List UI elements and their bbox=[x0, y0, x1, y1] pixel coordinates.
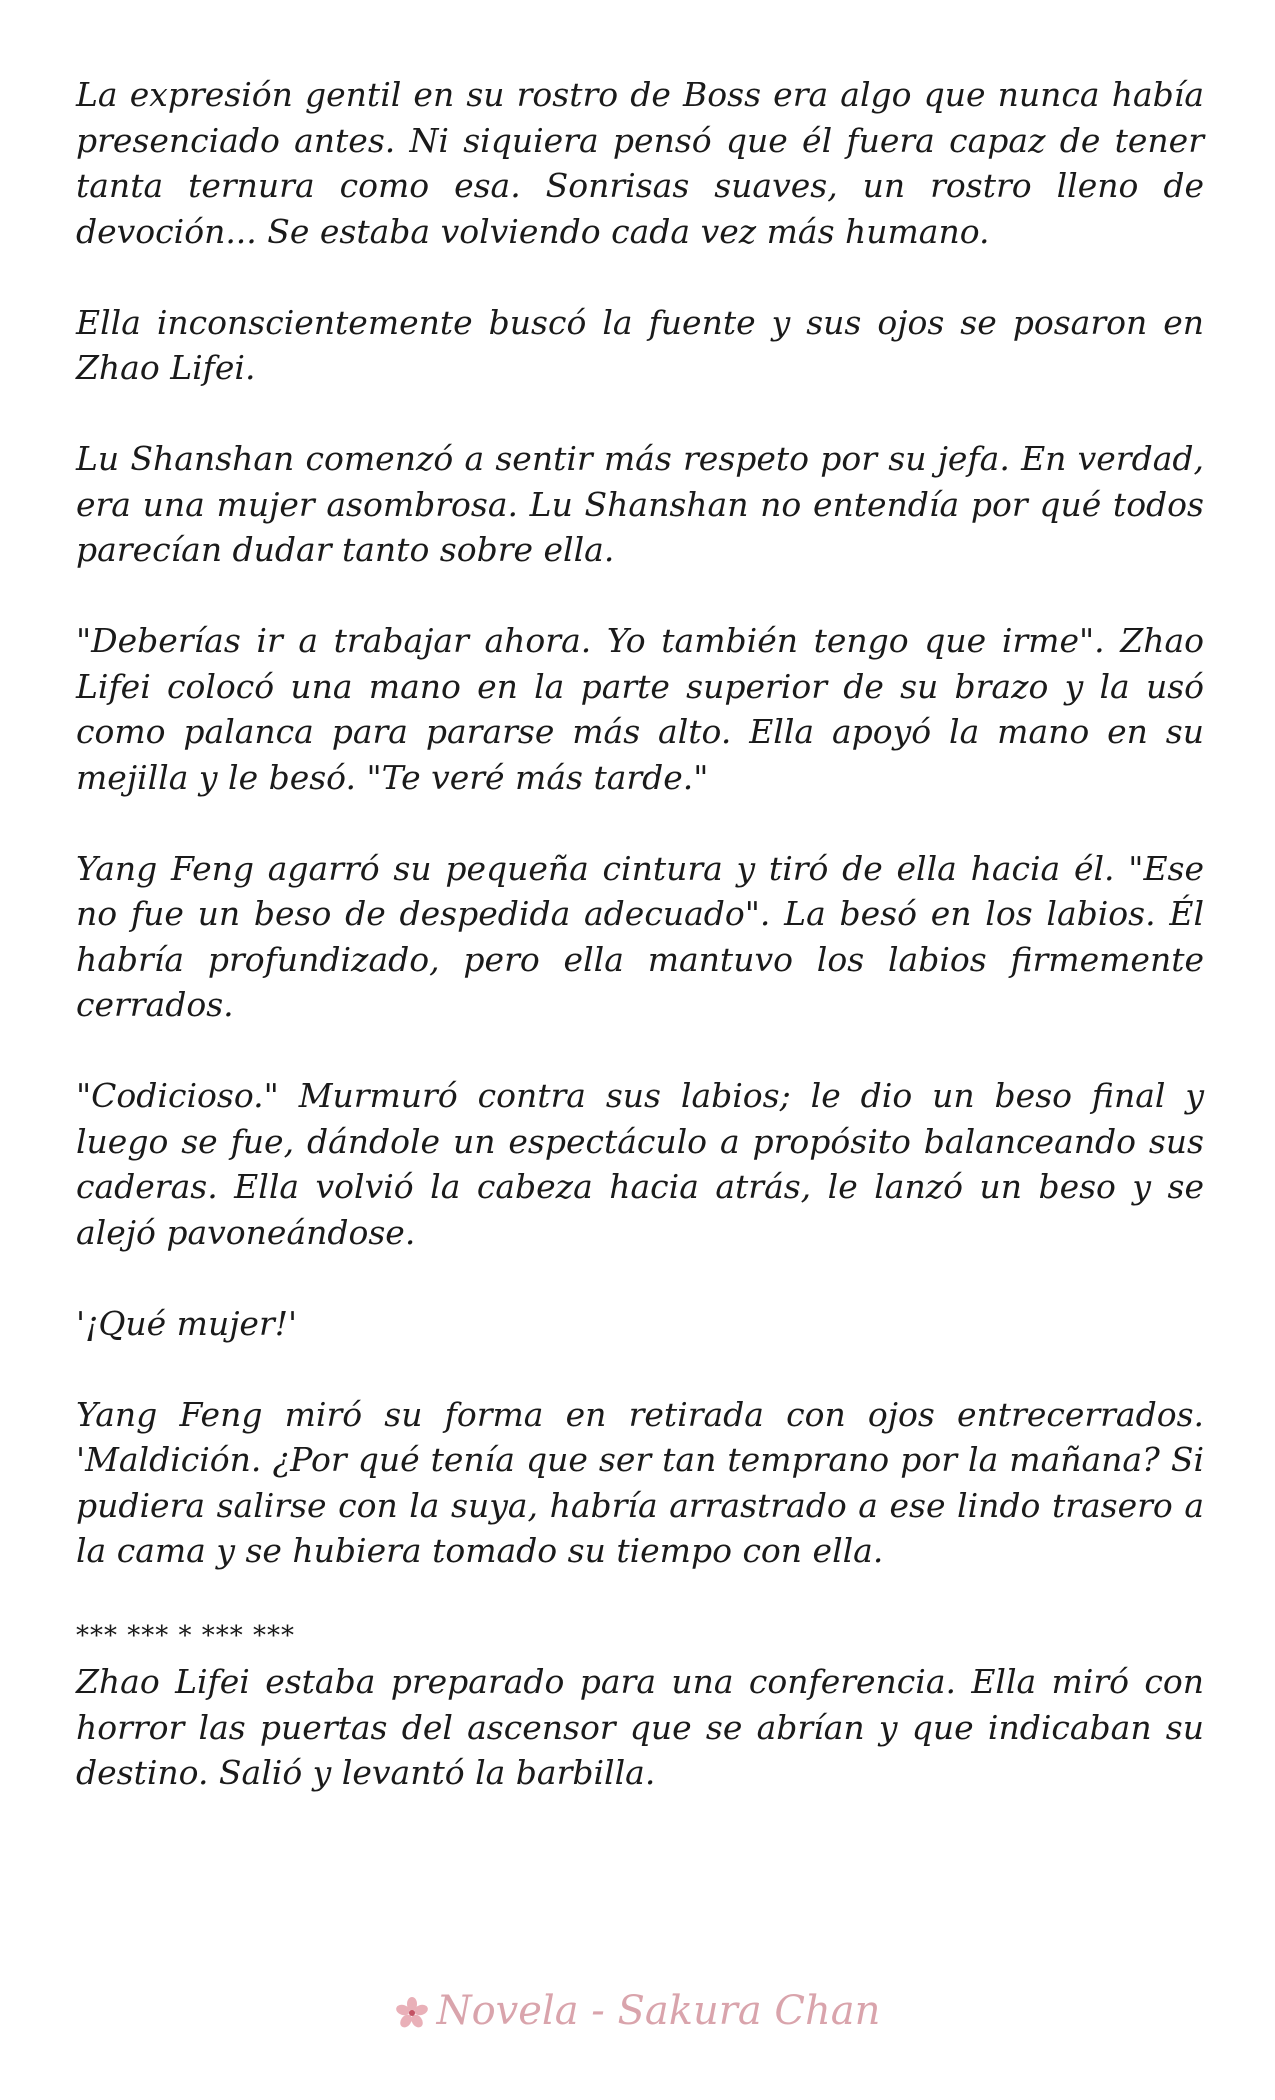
document-body bbox=[76, 72, 1204, 1796]
watermark-text: Novela - Sakura Chan bbox=[436, 1988, 881, 2034]
watermark bbox=[0, 1988, 1275, 2034]
paragraph-5: Yang Feng agarró su pequeña cintura y tiró de ella hacia él. "Ese no fue un beso de despedida adecuado". La besó en los labios. Él habría profundizado, pero ella mantuvo los labios firmemente cerrados. bbox=[76, 848, 1204, 1024]
paragraph-2: Ella inconscientemente buscó la fuente y sus ojos se posaron en Zhao Lifei. bbox=[76, 302, 1204, 387]
sakura-flower-icon bbox=[395, 1994, 429, 2028]
paragraph-7: '¡Qué mujer!' bbox=[76, 1303, 298, 1343]
scene-separator: *** *** * *** *** bbox=[76, 1621, 296, 1651]
paragraph-8: Yang Feng miró su forma en retirada con ojos entrecerrados. 'Maldición. ¿Por qué tenía que ser tan temprano por la mañana? Si pudiera salirse con la suya, habría arrastrado a ese lindo trasero a la cama y se hubiera tomado su tiempo con ella. bbox=[76, 1394, 1204, 1570]
paragraph-3: Lu Shanshan comenzó a sentir más respeto por su jefa. En verdad, era una mujer asombrosa. Lu Shanshan no entendía por qué todos parecían dudar tanto sobre ella. bbox=[76, 439, 1204, 569]
paragraph-1: La expresión gentil en su rostro de Boss era algo que nunca había presenciado antes. Ni siquiera pensó que él fuera capaz de tener tanta ternura como esa. Sonrisas suaves, un rostro lleno de devoción... Se estaba volviendo cada vez más humano. bbox=[76, 75, 1204, 251]
paragraph-9: Zhao Lifei estaba preparado para una conferencia. Ella miró con horror las puertas del ascensor que se abrían y que indicaban su destino. Salió y levantó la barbilla. bbox=[76, 1662, 1204, 1792]
paragraph-6: "Codicioso." Murmuró contra sus labios; le dio un beso final y luego se fue, dándole un espectáculo a propósito balanceando sus caderas. Ella volvió la cabeza hacia atrás, le lanzó un beso y se alejó pavoneándose. bbox=[76, 1076, 1204, 1252]
paragraph-4: "Deberías ir a trabajar ahora. Yo también tengo que irme". Zhao Lifei colocó una mano en la parte superior de su brazo y la usó como palanca para pararse más alto. Ella apoyó la mano en su mejilla y le besó. "Te veré más tarde." bbox=[76, 621, 1204, 797]
